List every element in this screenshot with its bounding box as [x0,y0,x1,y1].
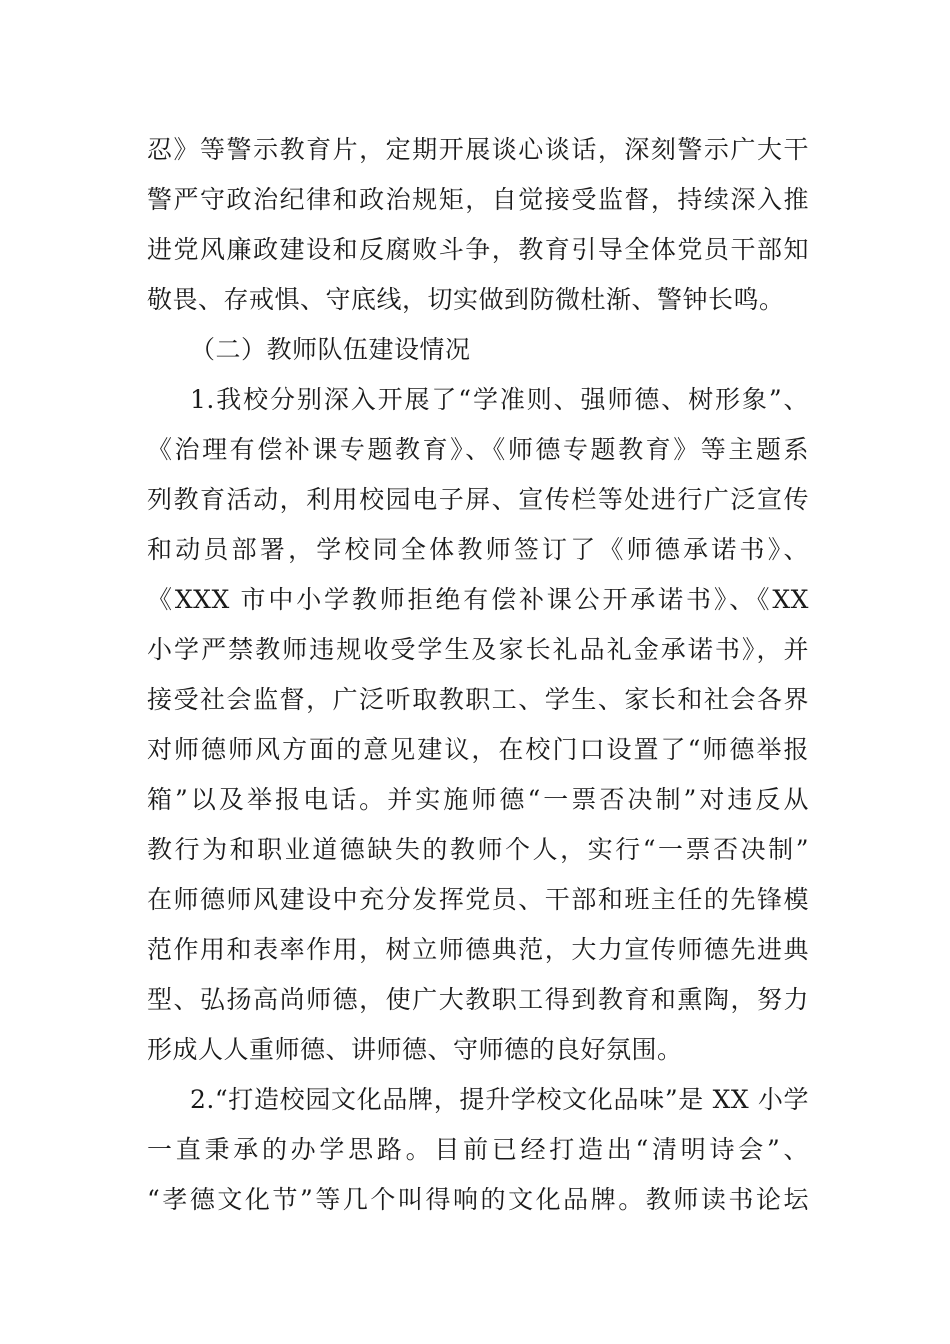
body-text-line: 小学严禁教师违规收受学生及家长礼品礼金承诺书》，并 [147,635,809,664]
body-text-line: 箱”以及举报电话。并实施师德“一票否决制”对违反从 [147,785,809,814]
body-text-line: 范作用和表率作用，树立师德典范，大力宣传师德先进典 [147,935,809,964]
body-text-line: 警严守政治纪律和政治规矩，自觉接受监督，持续深入推 [147,185,809,214]
body-text-line: 进党风廉政建设和反腐败斗争，教育引导全体党员干部知 [147,235,809,264]
body-text-line: 对师德师风方面的意见建议，在校门口设置了“师德举报 [147,735,809,764]
body-text-line: 教行为和职业道德缺失的教师个人，实行“一票否决制” [147,835,809,864]
body-text-line: 一直秉承的办学思路。目前已经打造出“清明诗会”、 [147,1135,809,1164]
body-text-line: 型、弘扬高尚师德，使广大教职工得到教育和熏陶，努力 [147,985,809,1014]
paragraph-1-first-line: 1.我校分别深入开展了“学准则、强师德、树形象”、 [190,385,809,414]
body-text-line: 敬畏、存戒惧、守底线，切实做到防微杜渐、警钟长鸣。 [147,285,785,314]
body-text-line: 《XXX 市中小学教师拒绝有偿补课公开承诺书》、《XX [147,585,809,614]
body-text-line: 在师德师风建设中充分发挥党员、干部和班主任的先锋模 [147,885,809,914]
body-text-line: 《治理有偿补课专题教育》、《师德专题教育》等主题系 [147,435,809,464]
body-text-line: 忍》等警示教育片，定期开展谈心谈话，深刻警示广大干 [147,135,809,164]
body-text-line: 形成人人重师德、讲师德、守师德的良好氛围。 [147,1035,683,1064]
body-text-line: 接受社会监督，广泛听取教职工、学生、家长和社会各界 [147,685,809,714]
section-heading: （二）教师队伍建设情况 [190,335,471,364]
body-text-line: 和动员部署，学校同全体教师签订了《师德承诺书》、 [147,535,809,564]
body-text-line: 列教育活动，利用校园电子屏、宣传栏等处进行广泛宣传 [147,485,809,514]
body-text-line: “孝德文化节”等几个叫得响的文化品牌。教师读书论坛 [147,1185,809,1214]
paragraph-2-first-line: 2.“打造校园文化品牌，提升学校文化品味”是 XX 小学 [190,1085,809,1114]
